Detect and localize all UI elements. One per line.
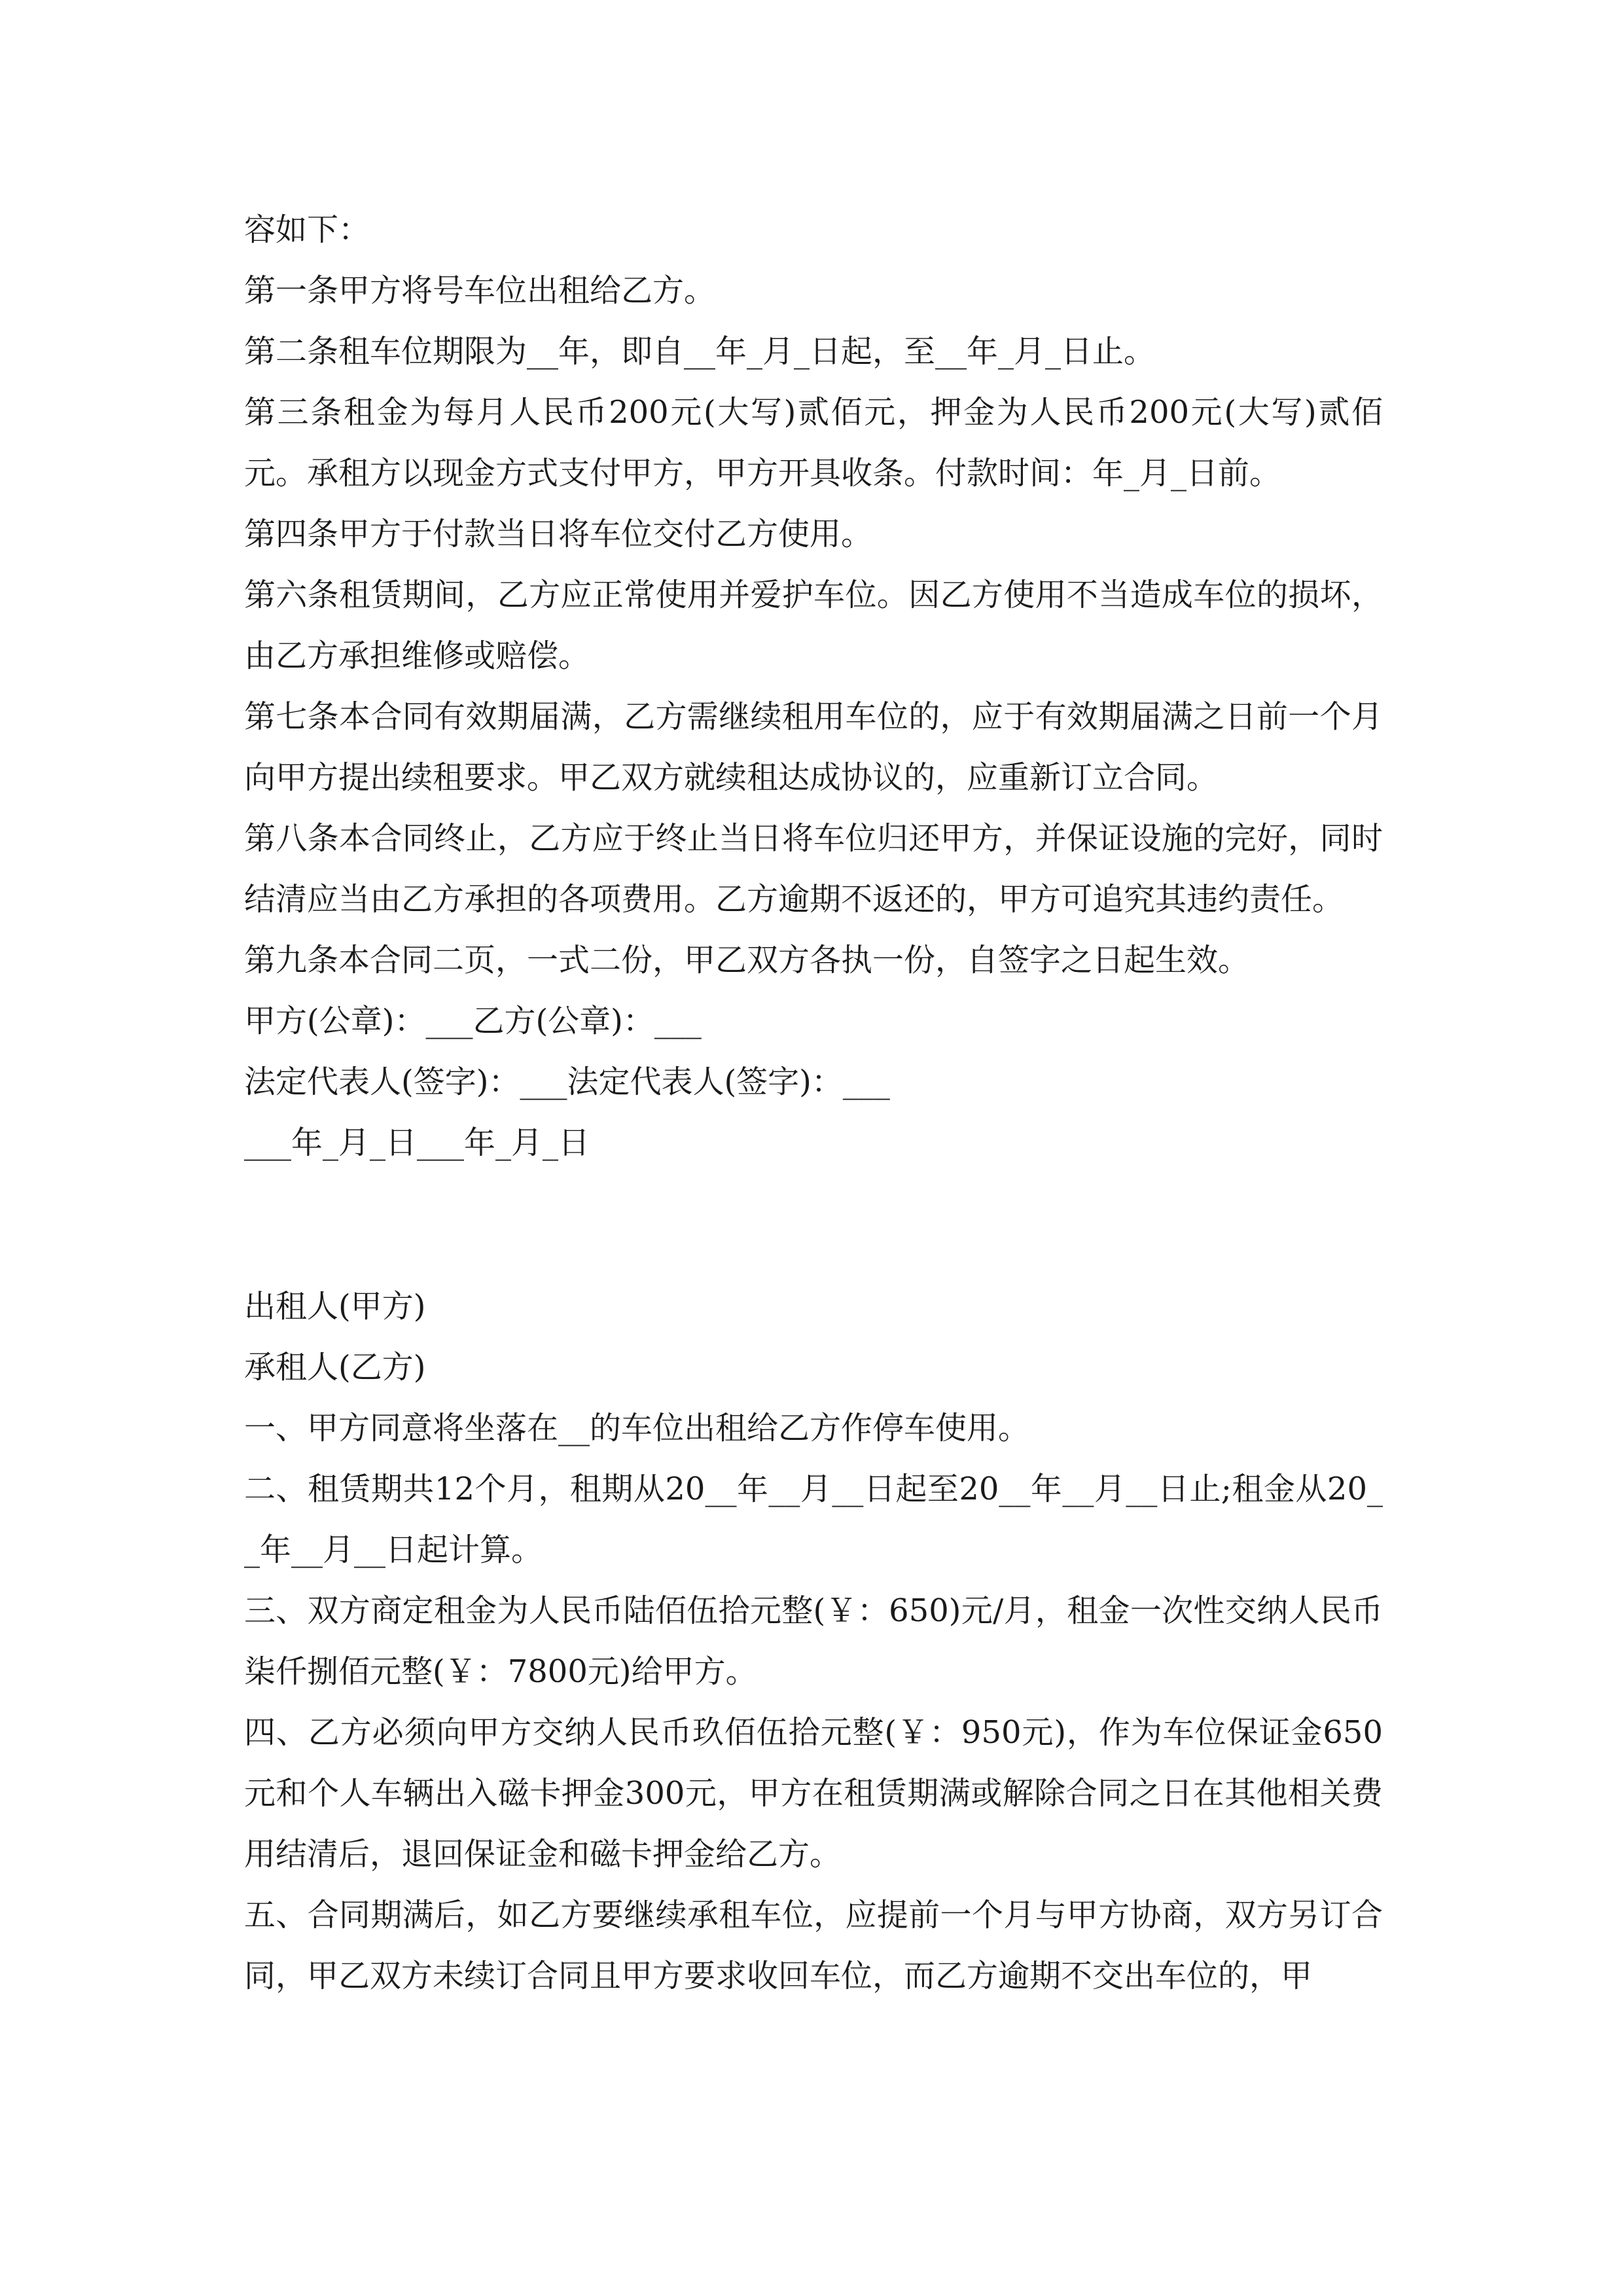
paragraph-article-3: 第三条租金为每月人民币200元(大写)贰佰元，押金为人民币200元(大写)贰佰元。承租方以现金方式支付甲方，甲方开具收条。付款时间：年_月_日前。 xyxy=(244,394,1383,492)
paragraph-article-6: 第六条租赁期间，乙方应正常使用并爱护车位。因乙方使用不当造成车位的损坏，由乙方承担维修或赔偿。 xyxy=(244,577,1383,674)
lessor-line: 出租人(甲方) xyxy=(244,1288,426,1325)
paragraph-article-9: 第九条本合同二页，一式二份，甲乙双方各执一份，自签字之日起生效。 xyxy=(244,942,1250,978)
clause-1: 一、甲方同意将坐落在__的车位出租给乙方作停车使用。 xyxy=(244,1410,1030,1446)
paragraph-article-7: 第七条本合同有效期届满，乙方需继续租用车位的，应于有效期届满之日前一个月向甲方提出续租要求。甲乙双方就续租达成协议的，应重新订立合同。 xyxy=(244,698,1383,796)
paragraph-article-8: 第八条本合同终止，乙方应于终止当日将车位归还甲方，并保证设施的完好，同时结清应当由乙方承担的各项费用。乙方逾期不返还的，甲方可追究其违约责任。 xyxy=(244,820,1383,918)
paragraph-article-2: 第二条租车位期限为__年，即自__年_月_日起，至__年_月_日止。 xyxy=(244,333,1156,370)
second-contract-section xyxy=(244,1276,1383,2007)
signature-date-line: ___年_月_日___年_月_日 xyxy=(244,1124,590,1161)
signature-seal-line: 甲方(公章)：___乙方(公章)：___ xyxy=(244,1003,702,1039)
paragraph-article-4: 第四条甲方于付款当日将车位交付乙方使用。 xyxy=(244,516,873,552)
clause-4: 四、乙方必须向甲方交纳人民币玖佰伍拾元整(￥：950元)，作为车位保证金650元和个人车辆出入磁卡押金300元，甲方在租赁期满或解除合同之日在其他相关费用结清后，退回保证金和磁卡押金给乙方。 xyxy=(244,1714,1383,1873)
clause-3: 三、双方商定租金为人民币陆佰伍拾元整(￥：650)元/月，租金一次性交纳人民币柒仟捌佰元整(￥：7800元)给甲方。 xyxy=(244,1592,1383,1690)
contract-terms-section xyxy=(244,200,1383,1174)
signature-representative-line: 法定代表人(签字)：___法定代表人(签字)：___ xyxy=(244,1064,890,1100)
clause-2: 二、租赁期共12个月，租期从20__年__月__日起至20__年__月__日止;租金从20__年__月__日起计算。 xyxy=(244,1471,1383,1568)
lessee-line: 承租人(乙方) xyxy=(244,1349,426,1386)
clause-5: 五、合同期满后，如乙方要继续承租车位，应提前一个月与甲方协商，双方另订合同，甲乙双方未续订合同且甲方要求收回车位，而乙方逾期不交出车位的，甲 xyxy=(244,1897,1383,1994)
paragraph-article-1: 第一条甲方将号车位出租给乙方。 xyxy=(244,272,716,309)
paragraph-intro: 容如下： xyxy=(244,211,370,248)
